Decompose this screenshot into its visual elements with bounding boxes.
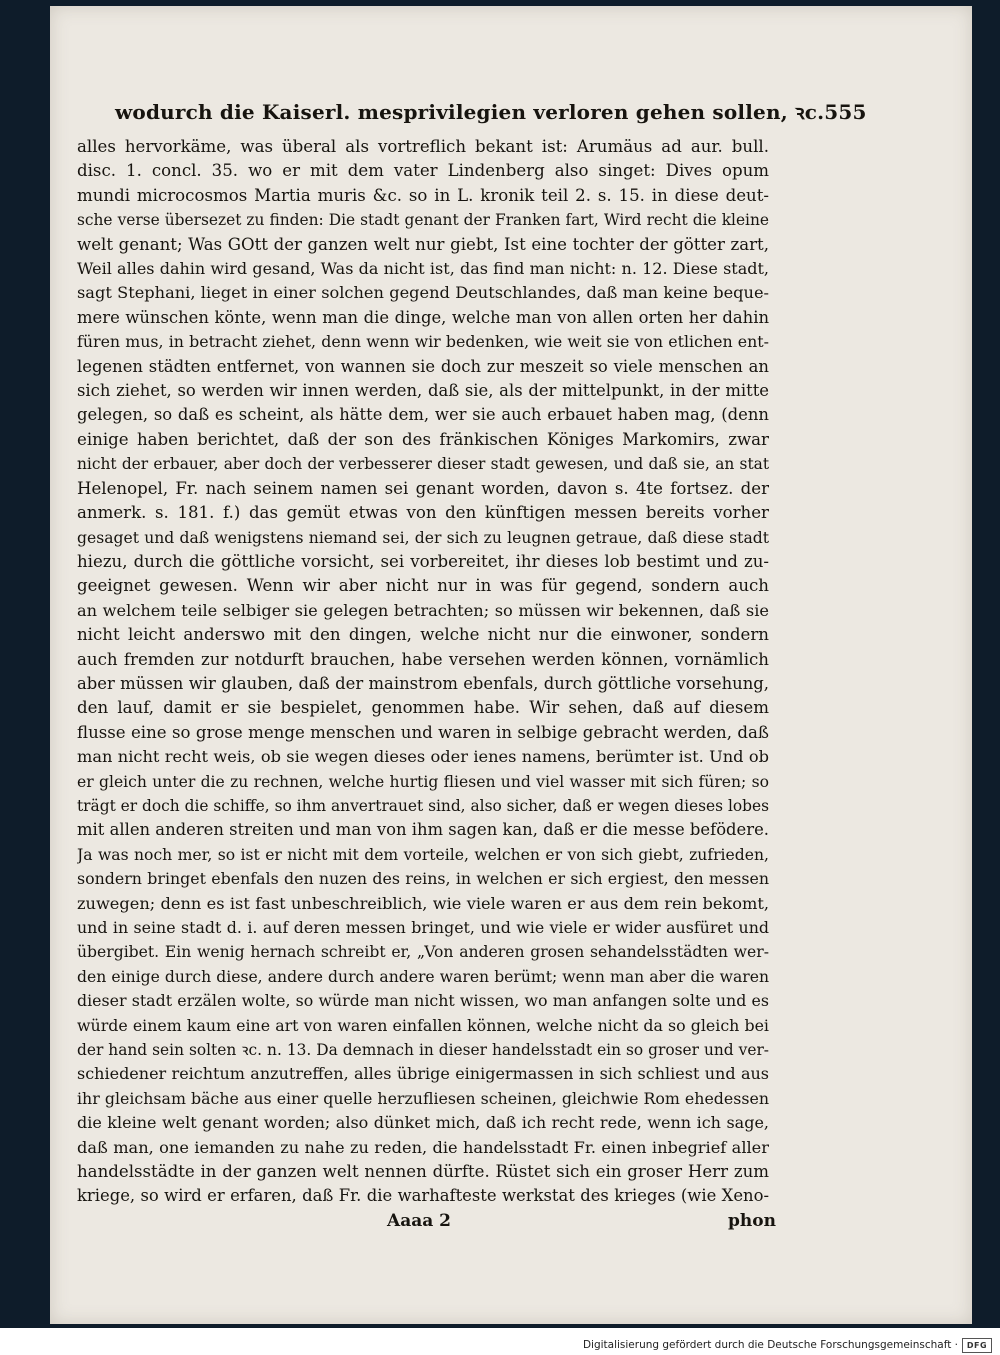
text-line: gelegen, so daß es scheint, als hätte dem, wer sie auch erbauet haben mag, (denn — [77, 405, 769, 425]
text-line: und in seine stadt d. i. auf deren messen bringet, und wie viele er wider ausfüret und — [77, 918, 769, 937]
text-line: würde einem kaum eine art von waren einfallen können, welche nicht da so gleich bei — [77, 1015, 769, 1035]
page-content — [77, 98, 867, 1235]
text-line: Helenopel, Fr. nach seinem namen sei genant worden, davon s. 4te fortsez. der — [77, 478, 769, 498]
text-line: handelsstädte in der ganzen welt nennen dürfte. Rüstet sich ein groser Herr zum — [77, 1162, 769, 1182]
text-line: aber müssen wir glauben, daß der mainstrom ebenfals, durch göttliche vorsehung, — [77, 673, 769, 693]
text-line: an welchem teile selbiger sie gelegen betrachten; so müssen wir bekennen, daß sie — [77, 600, 769, 620]
page-footer — [77, 1209, 776, 1235]
signature-mark: Aaaa 2 — [387, 1210, 451, 1231]
text-line: sondern bringet ebenfals den nuzen des reins, in welchen er sich ergiest, den messen — [77, 869, 769, 889]
text-line: geeignet gewesen. Wenn wir aber nicht nur in was für gegend, sondern auch — [77, 576, 769, 596]
text-line: Weil alles dahin wird gesand, Was da nicht ist, das find man nicht: n. 12. Diese stadt, — [77, 259, 769, 279]
running-head-title: wodurch die Kaiserl. mesprivilegien verloren gehen sollen, ꝛc. — [115, 100, 825, 124]
text-line: nicht leicht anderswo mit den dingen, welche nicht nur die einwoner, sondern — [77, 625, 769, 645]
text-line: einige haben berichtet, daß der son des fränkischen Königes Markomirs, zwar — [77, 429, 769, 449]
text-line: dieser stadt erzälen wolte, so würde man nicht wissen, wo man anfangen solte und es — [77, 991, 769, 1011]
text-line: er gleich unter die zu rechnen, welche hurtig fliesen und viel wasser mit sich füren; so — [77, 772, 769, 791]
text-line: übergibet. Ein wenig hernach schreibt er, „Von anderen grosen sehandelsstädten wer- — [77, 943, 769, 962]
text-line: sich ziehet, so werden wir innen werden, daß sie, als der mittelpunkt, in der mitte — [77, 381, 769, 401]
text-line: Ja was noch mer, so ist er nicht mit dem vorteile, welchen er von sich giebt, zufrieden, — [77, 845, 769, 864]
body-text — [77, 135, 769, 1209]
text-line: welt genant; Was GOtt der ganzen welt nur giebt, Ist eine tochter der götter zart, — [77, 234, 769, 254]
text-line: den einige durch diese, andere durch andere waren berümt; wenn man aber die waren — [77, 967, 769, 986]
text-line: sche verse übersezet zu finden: Die stadt genant der Franken fart, Wird recht die kleine — [77, 211, 769, 230]
book-page — [50, 6, 972, 1324]
text-line: trägt er doch die schiffe, so ihm anvertrauet sind, also sicher, daß er wegen dieses lobes — [77, 796, 769, 815]
text-line: sagt Stephani, lieget in einer solchen gegend Deutschlandes, daß man keine beque- — [77, 283, 769, 303]
text-line: füren mus, in betracht ziehet, denn wenn wir bedenken, wie weit sie von etlichen ent- — [77, 332, 769, 352]
text-line: flusse eine so grose menge menschen und waren in selbige gebracht werden, daß — [77, 722, 769, 742]
text-line: der hand sein solten ꝛc. n. 13. Da demnach in dieser handelsstadt ein so groser und ver- — [77, 1041, 769, 1060]
text-line: hiezu, durch die göttliche vorsicht, sei vorbereitet, ihr dieses lob bestimt und zu- — [77, 551, 769, 571]
text-line: anmerk. s. 181. f.) das gemüt etwas von den künftigen messen bereits vorher — [77, 503, 769, 523]
text-line: kriege, so wird er erfaren, daß Fr. die warhafteste werkstat des krieges (wie Xeno- — [77, 1186, 769, 1206]
text-line: schiedener reichtum anzutreffen, alles übrige einigermassen in sich schliest und aus — [77, 1064, 769, 1084]
text-line: die kleine welt genant worden; also dünket mich, daß ich recht rede, wenn ich sage, — [77, 1113, 769, 1133]
text-line: daß man, one iemanden zu nahe zu reden, die handelsstadt Fr. einen inbegrief aller — [77, 1137, 769, 1157]
text-line: legenen städten entfernet, von wannen sie doch zur meszeit so viele menschen an — [77, 356, 769, 376]
text-line: alles hervorkäme, was überal als vortreflich bekant ist: Arumäus ad aur. bull. — [77, 137, 769, 156]
running-head — [115, 98, 867, 125]
text-line: man nicht recht weis, ob sie wegen dieses oder ienes namens, berümter ist. Und ob — [77, 747, 769, 767]
text-line: den lauf, damit er sie bespielet, genommen habe. Wir sehen, daß auf diesem — [77, 698, 769, 718]
text-line: disc. 1. concl. 35. wo er mit dem vater Lindenberg also singet: Dives opum — [77, 161, 769, 181]
dfg-logo: DFG — [962, 1338, 992, 1353]
text-line: mere wünschen könte, wenn man die dinge, welche man von allen orten her dahin — [77, 307, 769, 327]
text-line: zuwegen; denn es ist fast unbeschreiblich, wie viele waren er aus dem rein bekomt, — [77, 893, 769, 913]
text-line: gesaget und daß wenigstens niemand sei, der sich zu leugnen getraue, daß diese stadt — [77, 528, 769, 547]
page-number: 555 — [824, 100, 867, 124]
text-line: auch fremden zur notdurft brauchen, habe versehen werden können, vornämlich — [77, 649, 769, 669]
text-line: ihr gleichsam bäche aus einer quelle herzufliesen scheinen, gleichwie Rom ehedessen — [77, 1088, 769, 1108]
text-line: mundi microcosmos Martia muris &c. so in L. kronik teil 2. s. 15. in diese deut- — [77, 185, 769, 205]
credit-bar — [0, 1328, 1000, 1355]
catchword: phon — [728, 1210, 776, 1231]
funding-credit: Digitalisierung gefördert durch die Deutsche Forschungsgemeinschaft · — [582, 1339, 958, 1351]
text-line: mit allen anderen streiten und man von ihm sagen kan, daß er die messe befödere. — [77, 820, 769, 840]
text-line: nicht der erbauer, aber doch der verbesserer dieser stadt gewesen, und daß sie, an stat — [77, 455, 769, 474]
